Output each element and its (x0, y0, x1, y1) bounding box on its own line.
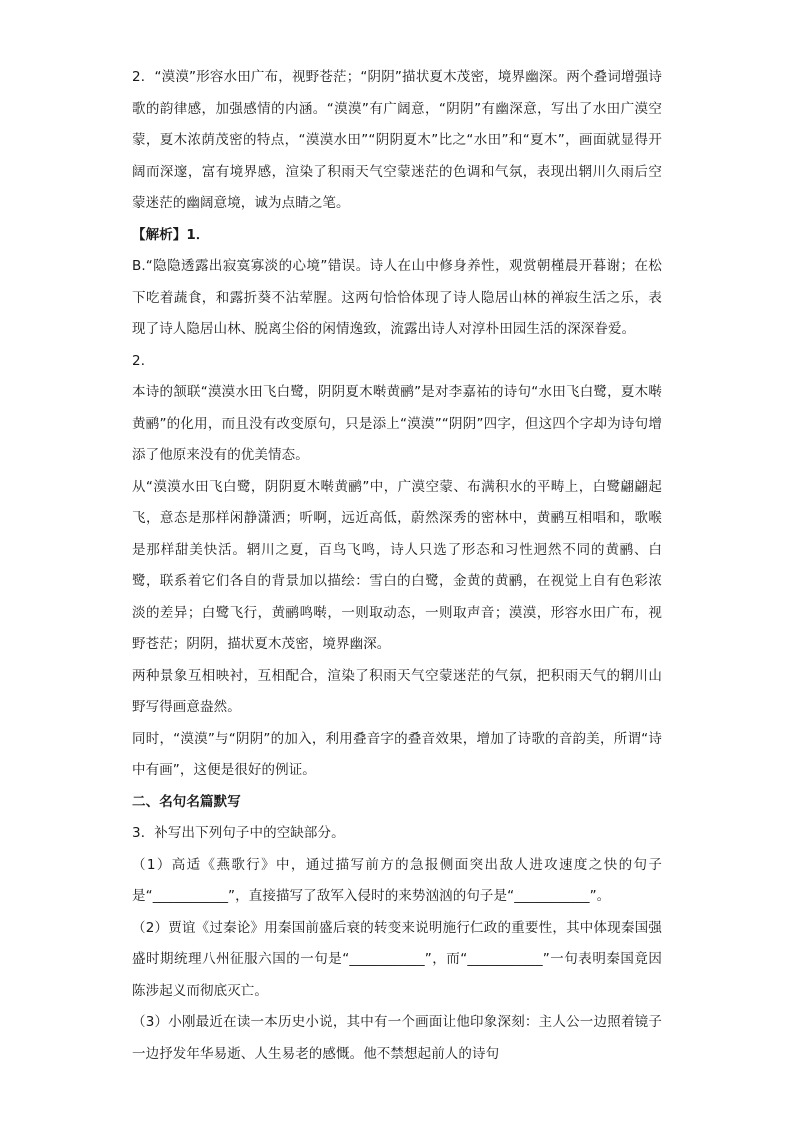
analysis-paragraph-3: 两种景象互相映衬，互相配合，渲染了积雨天气空蒙迷茫的气氛，把积雨天气的辋川山野写得画意盎然。 (132, 667, 662, 715)
question-3-3: （3）小刚最近在读一本历史小说，其中有一个画面让他印象深刻：主人公一边照着镜子一边抒发年华易逝、人生易老的感慨。他不禁想起前人的诗句 (132, 1014, 662, 1062)
answer-paragraph-2: 2．“漠漠”形容水田广布，视野苍茫；“阴阴”描状夏木茂密，境界幽深。两个叠词增强诗歌的韵律感，加强感情的内涵。“漠漠”有广阔意，“阴阴”有幽深意，写出了水田广漠空蒙，夏木浓荫茂密的特点，“漠漠水田”“阴阴夏木”比之“水田”和“夏木”，画面就显得开阔而深邃，富有境界感，渲染了积雨天气空蒙迷茫的色调和气氛，表现出辋川久雨后空蒙迷茫的幽阔意境，诚为点睛之笔。 (132, 69, 662, 211)
analysis-paragraph-4: 同时，“漠漠”与“阴阴”的加入，利用叠音字的叠音效果，增加了诗歌的音韵美，所谓“诗中有画”，这便是很好的例证。 (132, 730, 662, 778)
question-3-2: （2）贾谊《过秦论》用秦国前盛后衰的转变来说明施行仁政的重要性，其中体现秦国强盛时期统理八州征服六国的一句是“___________”，而“___________”一句表明秦国竟因陈涉起义而彻底灭亡。 (132, 919, 662, 999)
question-3: 3．补写出下列句子中的空缺部分。 (132, 825, 345, 841)
question-3-1: （1）高适《燕歌行》中，通过描写前方的急报侧面突出敌人进攻速度之快的句子是“___________”，直接描写了敌军入侵时的来势汹汹的句子是“___________”。 (132, 856, 662, 904)
analysis-item-b: B.“隐隐透露出寂寞寡淡的心境”错误。诗人在山中修身养性，观赏朝槿晨开暮谢；在松下吃着蔬食，和露折葵不沾荤腥。这两句恰恰体现了诗人隐居山林的禅寂生活之乐，表现了诗人隐居山林、脱离尘俗的闲情逸致，流露出诗人对淳朴田园生活的深深眷爱。 (132, 258, 662, 337)
analysis-paragraph-2: 从“漠漠水田飞白鹭，阴阴夏木啭黄鹂”中，广漠空蒙、布满积水的平畴上，白鹭翩翩起飞，意态是那样闲静潇洒；听啊，远近高低，蔚然深秀的密林中，黄鹂互相唱和，歌喉是那样甜美快活。辋川之夏，百鸟飞鸣，诗人只选了形态和习性迥然不同的黄鹂、白鹭，联系着它们各自的背景加以描绘：雪白的白鹭，金黄的黄鹂，在视觉上自有色彩浓淡的差异；白鹭飞行，黄鹂鸣啭，一则取动态，一则取声音；漠漠，形容水田广布，视野苍茫；阴阴，描状夏木茂密，境界幽深。 (132, 478, 662, 652)
analysis-heading: 【解析】1． (132, 226, 210, 243)
analysis-number-2: 2． (132, 352, 155, 369)
section-heading-recitation: 二、名句名篇默写 (132, 793, 241, 810)
page-content (132, 62, 662, 1070)
analysis-paragraph-1: 本诗的颔联“漠漠水田飞白鹭，阴阴夏木啭黄鹂”是对李嘉祐的诗句“水田飞白鹭，夏木啭黄鹂”的化用，而且没有改变原句，只是添上“漠漠”“阴阴”四字，但这四个字却为诗句增添了他原来没有的优美情态。 (132, 384, 662, 463)
